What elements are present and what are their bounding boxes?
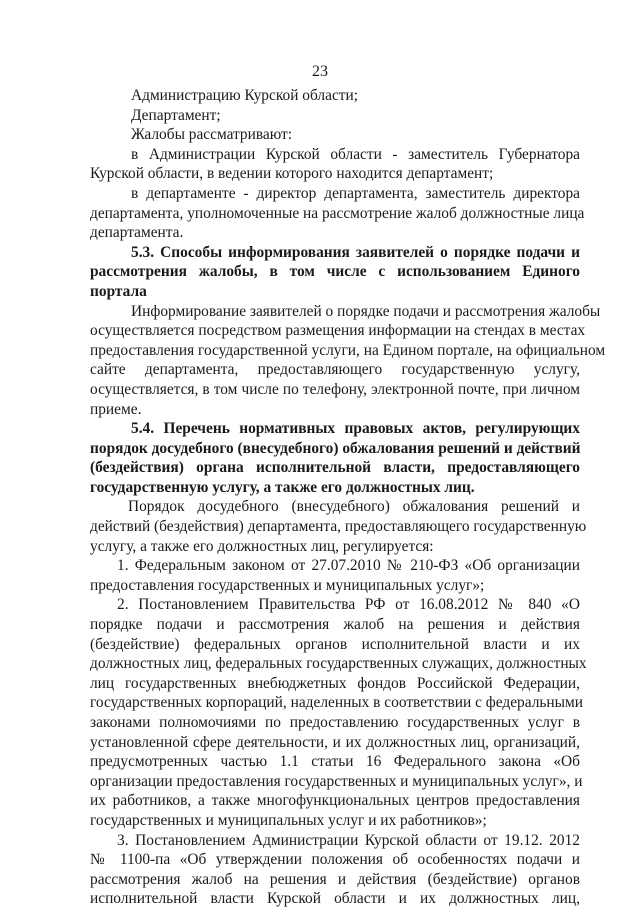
text-line: 3. Постановлением Администрации Курской области от 19.12. 2012 <box>117 831 580 849</box>
text-line: предоставления государственной услуги, на Едином портале, на официальном <box>90 341 606 359</box>
text-line: Курской области, в ведении которого находится департамент; <box>90 165 494 183</box>
text-line: должностных лиц, федеральных государственных служащих, должностных <box>90 655 587 673</box>
text-line: департамента, уполномоченные на рассмотрение жалоб должностные лица <box>90 204 585 222</box>
text-line: Департамент; <box>131 106 221 124</box>
text-line: 1. Федеральным законом от 27.07.2010 № 210-ФЗ «Об организации <box>117 557 580 575</box>
text-line: установленной сфере деятельности, и их должностных лиц, организаций, <box>90 733 580 751</box>
text-line: действий (бездействия) департамента, предоставляющего государственную <box>90 518 587 536</box>
text-line: в департаменте - директор департамента, заместитель директора <box>131 184 580 202</box>
document-body <box>90 86 606 909</box>
text-line: осуществляется посредством размещения информации на стендах в местах <box>90 322 586 340</box>
text-line: сайте департамента, предоставляющего государственную услугу, <box>90 361 580 379</box>
text-line: департамента. <box>90 224 184 242</box>
text-line: услугу, а также его должностных лиц, регулируется: <box>90 537 434 555</box>
text-line: портала <box>90 282 147 300</box>
text-line: исполнительной власти Курской области и их должностных лиц, <box>90 890 580 908</box>
text-line: Жалобы рассматривают: <box>131 126 293 144</box>
text-line: государственную услугу, а также его должностных лиц. <box>90 478 475 496</box>
text-line: законами полномочиями по предоставлению государственных услуг в <box>90 714 580 731</box>
text-line: порядок досудебного (внесудебного) обжалования решений и действий <box>90 439 581 457</box>
text-line: в Администрации Курской области - заместитель Губернатора <box>131 145 580 163</box>
page-number: 23 <box>312 63 328 80</box>
text-line: № 1100-па «Об утверждении положения об особенностях подачи и <box>90 851 580 869</box>
text-line: порядке подачи и рассмотрения жалоб на решения и действия <box>90 616 580 634</box>
text-line: государственных и муниципальных услуг и их работников»; <box>90 811 487 829</box>
text-line: 5.3. Способы информирования заявителей о порядке подачи и <box>131 243 580 261</box>
text-line: (бездействия) органа исполнительной власти, предоставляющего <box>90 459 580 477</box>
text-line: организации предоставления государственных и муниципальных услуг», и <box>90 772 583 790</box>
text-line: лиц государственных внебюджетных фондов Российской Федерации, <box>90 674 580 692</box>
text-line: предоставления государственных и муниципальных услуг»; <box>90 576 485 594</box>
text-line: 5.4. Перечень нормативных правовых актов, регулирующих <box>131 420 580 438</box>
text-line: (бездействие) федеральных органов исполнительной власти и их <box>90 635 580 653</box>
text-line: Администрацию Курской области; <box>131 87 359 104</box>
text-line: рассмотрения жалоб на решения и действия (бездействие) органов <box>90 870 580 888</box>
text-line: осуществляется, в том числе по телефону, электронной почте, при личном <box>90 380 580 398</box>
text-line: Информирование заявителей о порядке подачи и рассмотрения жалобы <box>131 302 601 320</box>
text-line: 2. Постановлением Правительства РФ от 16.08.2012 № 840 «О <box>117 596 580 614</box>
text-line: их работников, а также многофункциональных центров предоставления <box>90 792 580 810</box>
text-line: предусмотренных частью 1.1 статьи 16 Федерального закона «Об <box>90 753 580 771</box>
text-line: рассмотрения жалобы, в том числе с использованием Единого <box>90 263 580 281</box>
text-line: приеме. <box>90 400 142 418</box>
text-line: государственных корпораций, наделенных в соответствии с федеральными <box>90 694 583 712</box>
text-line: Порядок досудебного (внесудебного) обжалования решений и <box>128 498 580 516</box>
